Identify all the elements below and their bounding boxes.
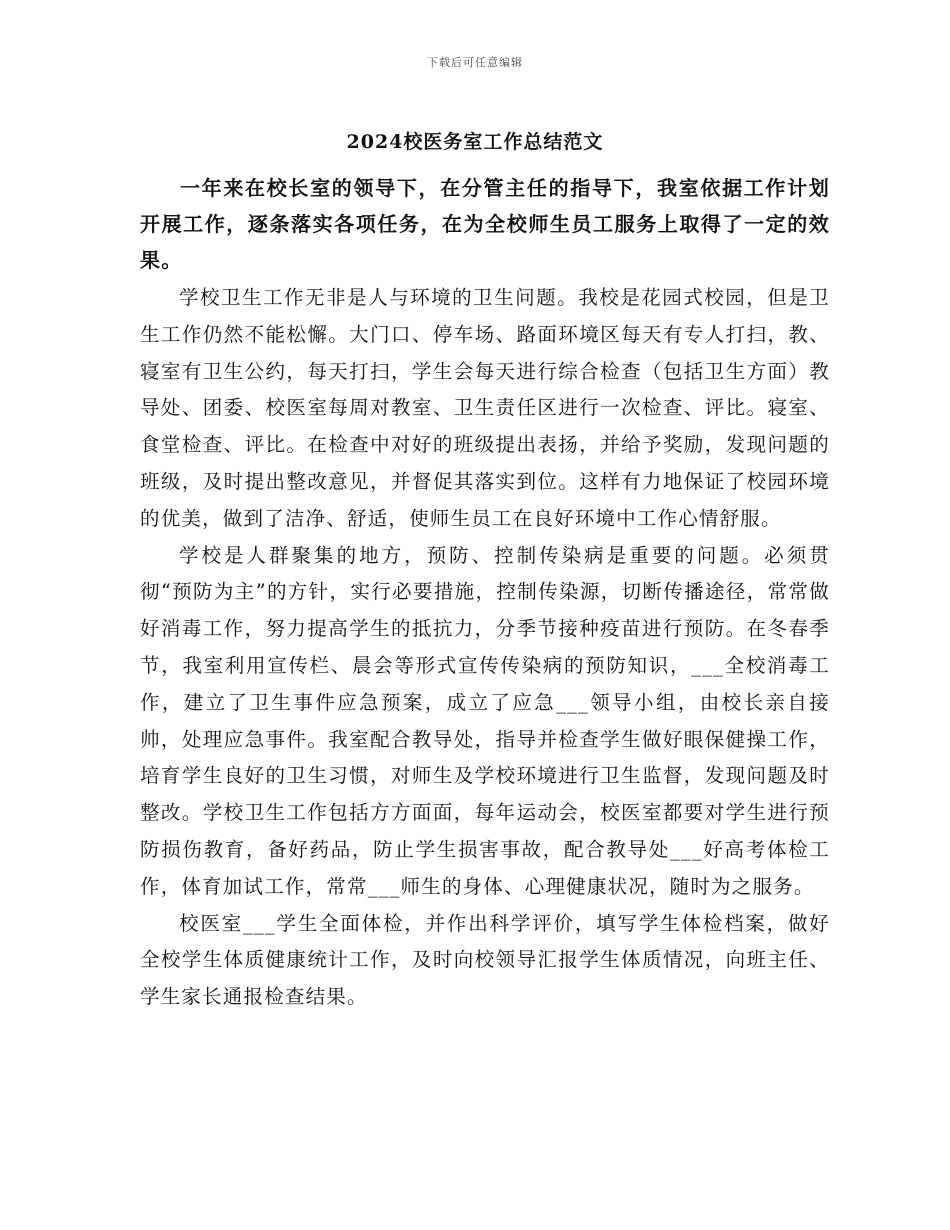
paragraph-health-check: 校医室___学生全面体检，并作出科学评价，填写学生体检档案，做好全校学生体质健康统计工作，及时向校领导汇报学生体质情况，向班主任、学生家长通报检查结果。	[140, 911, 830, 1009]
header-note: 下载后可任意编辑	[427, 56, 523, 69]
paragraph-intro: 一年来在校长室的领导下，在分管主任的指导下，我室依据工作计划开展工作，逐条落实各项任务，在为全校师生员工服务上取得了一定的效果。	[140, 176, 830, 272]
document-body	[140, 170, 830, 1016]
paragraph-environment: 学校卫生工作无非是人与环境的卫生问题。我校是花园式校园，但是卫生工作仍然不能松懈。大门口、停车场、路面环境区每天有专人打扫，教、寝室有卫生公约，每天打扫，学生会每天进行综合检查（包括卫生方面）教导处、团委、校医室每周对教室、卫生责任区进行一次检查、评比。寝室、食堂检查、评比。在检查中对好的班级提出表扬，并给予奖励，发现问题的班级，及时提出整改意见，并督促其落实到位。这样有力地保证了校园环境的优美，做到了洁净、舒适，使师生员工在良好环境中工作心情舒服。	[140, 286, 830, 530]
document-title: 2024校医务室工作总结范文	[346, 131, 604, 153]
paragraph-disease-prevention: 学校是人群聚集的地方，预防、控制传染病是重要的问题。必须贯彻“预防为主”的方针，实行必要措施，控制传染源，切断传播途径，常常做好消毒工作，努力提高学生的抵抗力，分季节接种疫苗进行预防。在冬春季节，我室利用宣传栏、晨会等形式宣传传染病的预防知识，___全校消毒工作，建立了卫生事件应急预案，成立了应急___领导小组，由校长亲自接帅，处理应急事件。我室配合教导处，指导并检查学生做好眼保健操工作，培育学生良好的卫生习惯，对师生及学校环境进行卫生监督，发现问题及时整改。学校卫生工作包括方方面面，每年运动会，校医室都要对学生进行预防损伤教育，备好药品，防止学生损害事故，配合教导处___好高考体检工作，体育加试工作，常常___师生的身体、心理健康状况，随时为之服务。	[140, 543, 830, 898]
